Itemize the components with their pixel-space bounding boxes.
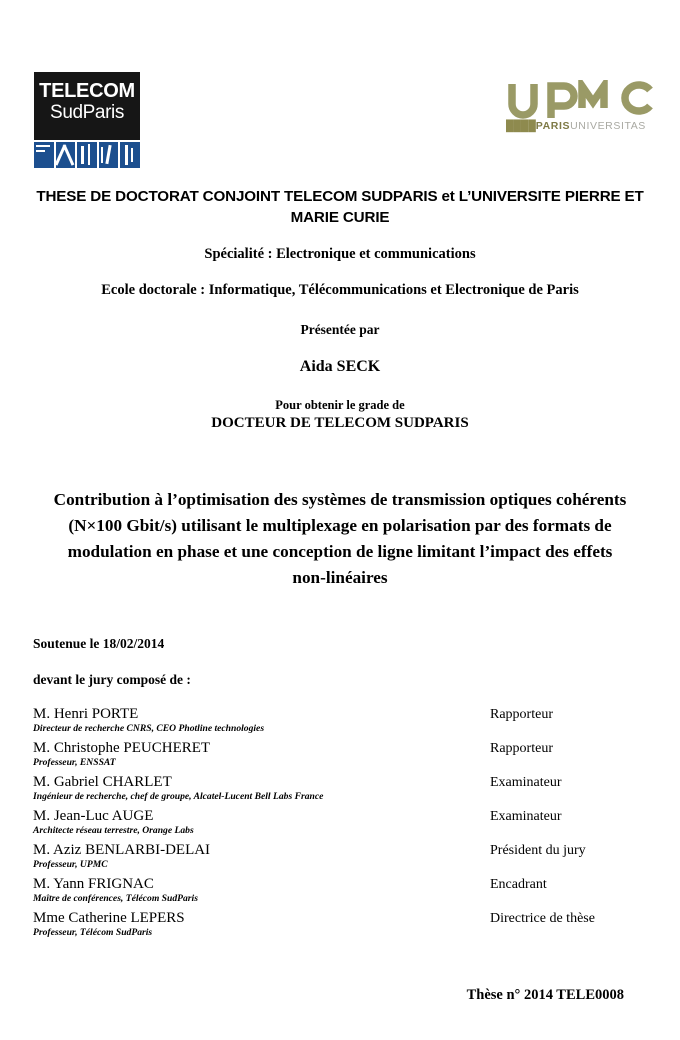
jury-row: [33, 706, 647, 740]
jury-intro: devant le jury composé de :: [33, 672, 191, 687]
jury-row: [33, 808, 647, 842]
telecom-sudparis-logo-line1: TELECOM: [39, 80, 135, 102]
jury-member-info: [33, 774, 473, 803]
jury-member-affiliation: Professeur, ENSSAT: [33, 757, 116, 768]
telecom-sudparis-logo: [34, 72, 140, 168]
logo-glyph-icon: [99, 142, 119, 168]
upmc-subtitle-universitas: UNIVERSITAS: [570, 120, 646, 132]
jury-member-name: M. Gabriel CHARLET: [33, 774, 172, 790]
upmc-wordmark-icon: [506, 80, 661, 120]
jury-member-role: Examinateur: [490, 809, 562, 824]
jury-member-role: Encadrant: [490, 877, 547, 892]
author-name: Aida SECK: [299, 358, 381, 375]
jury-member-affiliation: Professeur, Télécom SudParis: [33, 927, 153, 938]
jury-member-affiliation: Directeur de recherche CNRS, CEO Photline technologies: [33, 723, 265, 734]
specialty-line: Spécialité : Electronique et communications: [204, 246, 476, 262]
upmc-subtitle-paris: PARIS: [535, 120, 571, 132]
page-title: THESE DE DOCTORAT CONJOINT TELECOM SUDPARIS et L’UNIVERSITE PIERRE ET MARIE CURIE: [36, 188, 644, 226]
upmc-logo: [506, 80, 661, 132]
telecom-sudparis-logo-strip: [34, 142, 140, 168]
jury-member-affiliation: Professeur, UPMC: [33, 859, 108, 870]
jury-member-role: Rapporteur: [490, 741, 553, 756]
jury-member-info: [33, 808, 473, 837]
jury-member-info: [33, 740, 473, 769]
jury-member-role: Président du jury: [490, 843, 586, 858]
jury-member-role: Examinateur: [490, 775, 562, 790]
jury-row: [33, 774, 647, 808]
logo-glyph-icon: [77, 142, 97, 168]
jury-member-name: M. Aziz BENLARBI-DELAI: [33, 842, 211, 858]
telecom-sudparis-logo-line2: SudParis: [50, 102, 124, 123]
jury-member-role: Rapporteur: [490, 707, 553, 722]
jury-row: [33, 842, 647, 876]
jury-member-info: [33, 876, 473, 905]
thesis-title: Contribution à l’optimisation des systèmes de transmission optiques cohérents (N×100 Gbit/s) utilisant le multiplexage en polarisation par des formats de modulation en phase et une conception de ligne limitant l’impact des effets non-linéaires: [53, 490, 627, 587]
logo-glyph-icon: [120, 142, 140, 168]
degree-name: DOCTEUR DE TELECOM SUDPARIS: [211, 415, 469, 431]
thesis-number: Thèse n° 2014 TELE0008: [466, 987, 624, 1003]
jury-member-name: M. Henri PORTE: [33, 706, 139, 722]
jury-member-affiliation: Maître de conférences, Télécom SudParis: [33, 893, 198, 904]
logo-glyph-icon: [56, 142, 76, 168]
jury-row: [33, 910, 647, 944]
jury-member-name: Mme Catherine LEPERS: [33, 910, 185, 926]
jury-member-name: M. Yann FRIGNAC: [33, 876, 154, 892]
doctoral-school-line: Ecole doctorale : Informatique, Télécommunications et Electronique de Paris: [101, 282, 579, 298]
jury-member-info: [33, 910, 473, 939]
jury-list: [33, 706, 647, 944]
jury-member-name: M. Jean-Luc AUGE: [33, 808, 154, 824]
presented-by-label: Présentée par: [300, 322, 380, 337]
upmc-subtitle: [506, 121, 661, 132]
logo-glyph-icon: [34, 142, 54, 168]
telecom-sudparis-logo-box: [34, 72, 140, 140]
degree-intro: Pour obtenir le grade de: [275, 398, 405, 412]
jury-member-info: [33, 706, 473, 735]
jury-row: [33, 876, 647, 910]
defense-date: Soutenue le 18/02/2014: [33, 636, 165, 651]
logo-row: [0, 0, 680, 180]
jury-member-affiliation: Architecte réseau terrestre, Orange Labs: [33, 825, 194, 836]
jury-member-info: [33, 842, 473, 871]
jury-member-role: Directrice de thèse: [490, 911, 595, 926]
jury-row: [33, 740, 647, 774]
jury-member-name: M. Christophe PEUCHERET: [33, 740, 211, 756]
upmc-dots-icon: ████: [506, 120, 536, 132]
jury-member-affiliation: Ingénieur de recherche, chef de groupe, Alcatel-Lucent Bell Labs France: [33, 791, 324, 802]
